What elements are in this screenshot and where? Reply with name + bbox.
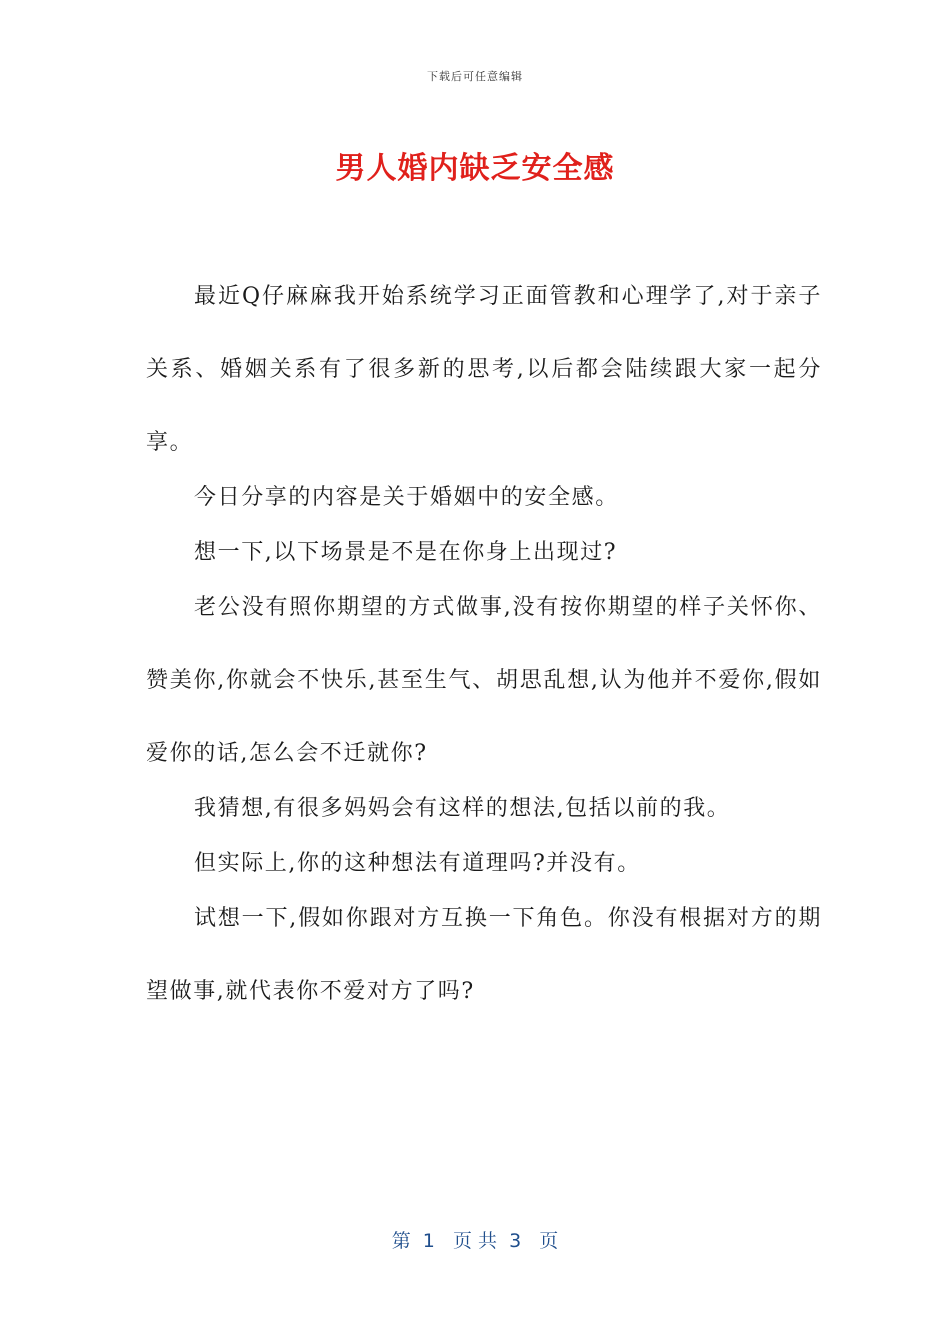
paragraph: 想一下,以下场景是不是在你身上出现过? — [194, 540, 618, 565]
document-title: 男人婚内缺乏安全感 — [335, 151, 615, 186]
page-number-footer: 第 1 页 共 3 页 — [391, 1230, 559, 1252]
paragraph: 我猜想,有很多妈妈会有这样的想法,包括以前的我。 — [194, 796, 731, 821]
paragraph: 试想一下,假如你跟对方互换一下角色。你没有根据对方的期望做事,就代表你不爱对方了吗? — [146, 906, 822, 1004]
paragraph: 但实际上,你的这种想法有道理吗?并没有。 — [194, 851, 641, 876]
paragraph: 今日分享的内容是关于婚姻中的安全感。 — [194, 485, 619, 510]
paragraph: 最近Q仔麻麻我开始系统学习正面管教和心理学了,对于亲子关系、婚姻关系有了很多新的思考,以后都会陆续跟大家一起分享。 — [146, 284, 822, 455]
paragraph: 老公没有照你期望的方式做事,没有按你期望的样子关怀你、赞美你,你就会不快乐,甚至生气、胡思乱想,认为他并不爱你,假如爱你的话,怎么会不迁就你? — [146, 595, 822, 766]
header-note: 下载后可任意编辑 — [427, 70, 523, 83]
document-body — [146, 278, 822, 1028]
